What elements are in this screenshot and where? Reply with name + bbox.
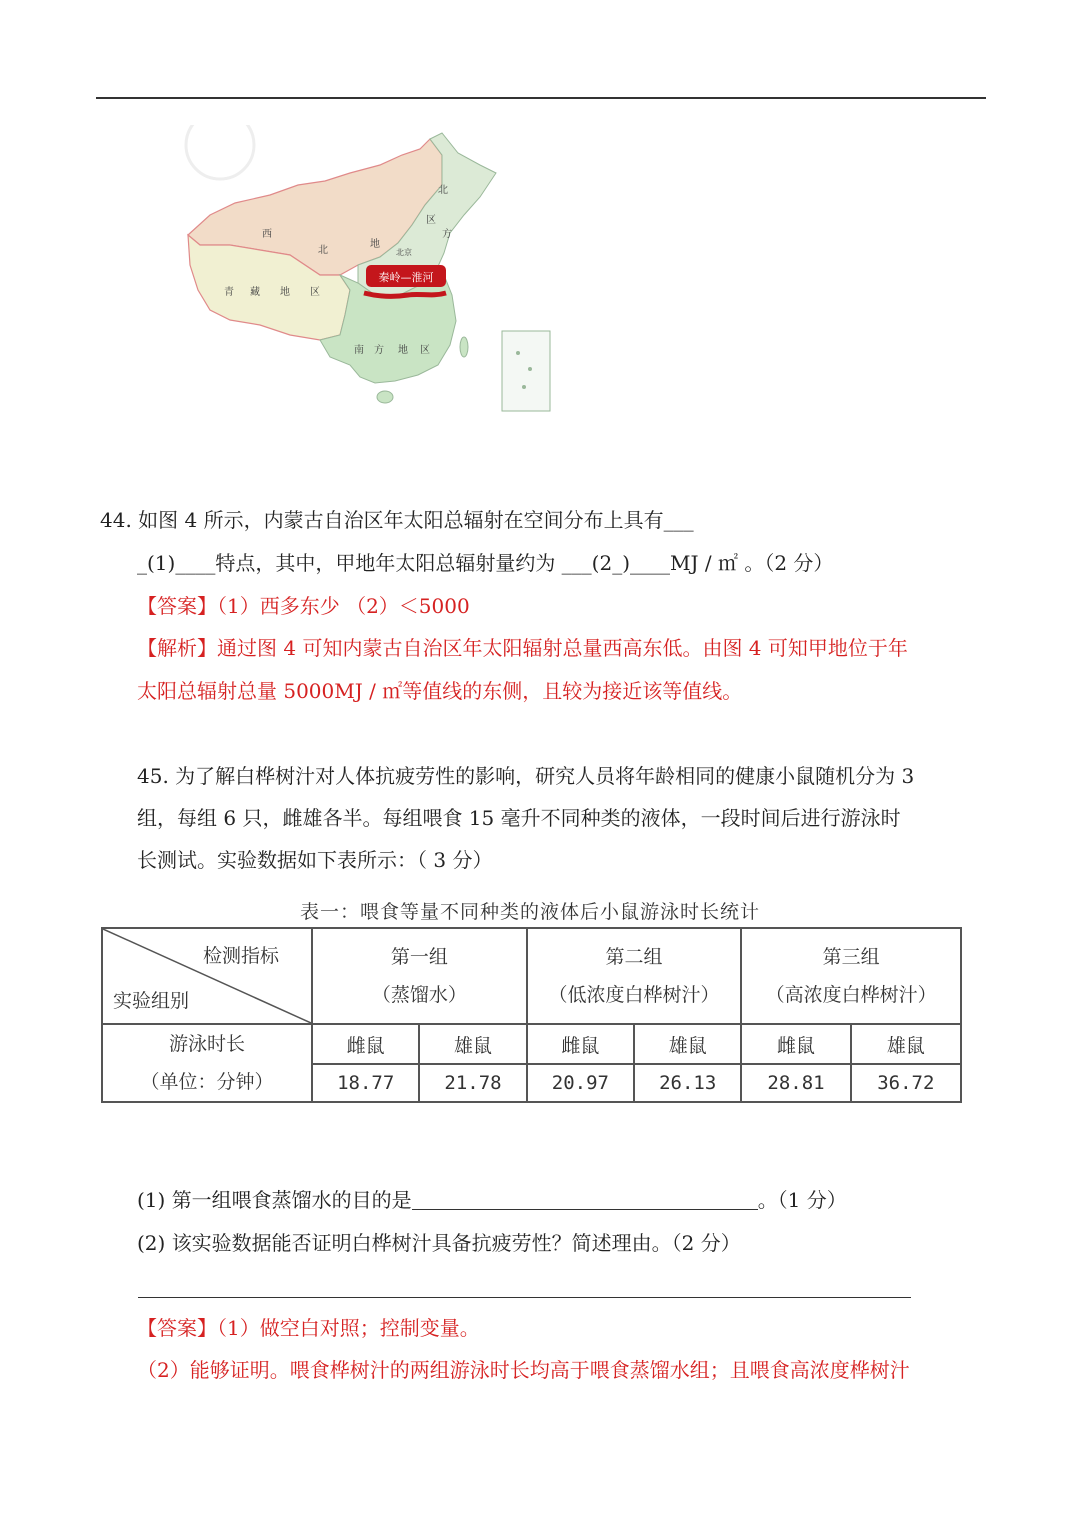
beijing-label: 北京 [396, 248, 412, 257]
row-label-1: 游泳时长 [168, 1033, 245, 1055]
nw-label-2: 北 [318, 245, 328, 256]
q44-line-2: _(1)____特点，其中，甲地年太阳总辐射量约为 ___(2_)____MJ / ㎡ 。（2 分） [137, 551, 834, 575]
q45-line-3: 长测试。实验数据如下表所示：（ 3 分） [137, 848, 493, 872]
q45-sub-1-prefix: (1) 第一组喂食蒸馏水的目的是 [137, 1188, 412, 1212]
qt-label-1: 青 [224, 287, 234, 298]
q44-line-1: 44. 如图 4 所示，内蒙古自治区年太阳总辐射在空间分布上具有___ [100, 508, 694, 532]
group-1-header [312, 928, 527, 1024]
north-label-3: 区 [426, 215, 436, 226]
corner-top-label: 检测指标 [202, 945, 279, 967]
qt-label-3: 地 [280, 287, 290, 298]
map-svg [180, 125, 560, 417]
sex-label-3: 雌鼠 [527, 1024, 634, 1064]
taiwan-island [460, 337, 468, 357]
answer-blank-1[interactable] [412, 1188, 758, 1210]
row-label-2: （单位：分钟） [140, 1071, 274, 1093]
q45-sub-1-suffix: 。（1 分） [757, 1188, 847, 1212]
group-1-sub: （蒸馏水） [371, 984, 467, 1006]
q44-answer: 【答案】（1）西多东少 （2）＜5000 [137, 594, 470, 618]
q45-line-1: 45. 为了解白桦树汁对人体抗疲劳性的影响，研究人员将年龄相同的健康小鼠随机分为 3 [137, 764, 915, 788]
answer-blank-2[interactable] [138, 1297, 911, 1298]
value-cell-2: 21.78 [419, 1064, 526, 1102]
sex-label-4: 雄鼠 [634, 1024, 741, 1064]
group-3-sub: （高浓度白桦树汁） [765, 984, 937, 1006]
north-label-1: 北 [438, 185, 448, 196]
qt-label-2: 藏 [250, 287, 260, 298]
faint-circle [186, 125, 254, 179]
south-label-4: 区 [420, 345, 430, 356]
group-3-name: 第三组 [822, 946, 880, 968]
row-label-cell [102, 1024, 312, 1102]
value-cell-5: 28.81 [741, 1064, 850, 1102]
q45-line-2: 组，每组 6 只，雌雄各半。每组喂食 15 毫升不同种类的液体，一段时间后进行游泳时 [137, 806, 901, 830]
q45-answer-1: 【答案】（1）做空白对照；控制变量。 [137, 1316, 480, 1340]
boundary-label: 秦岭—淮河 [378, 271, 434, 284]
value-cell-3: 20.97 [527, 1064, 634, 1102]
value-cell-6: 36.72 [851, 1064, 961, 1102]
sex-label-2: 雄鼠 [419, 1024, 526, 1064]
sex-label-6: 雄鼠 [851, 1024, 961, 1064]
nw-label-3: 地 [370, 239, 380, 250]
header-rule [96, 97, 986, 99]
sex-label-1: 雌鼠 [312, 1024, 419, 1064]
q45-answer-2: （2）能够证明。喂食桦树汁的两组游泳时长均高于喂食蒸馏水组；且喂食高浓度桦树汁 [137, 1358, 910, 1382]
value-cell-4: 26.13 [634, 1064, 741, 1102]
q44-analysis-1: 【解析】通过图 4 可知内蒙古自治区年太阳辐射总量西高东低。由图 4 可知甲地位于年 [137, 636, 908, 660]
q44-analysis-2: 太阳总辐射总量 5000MJ / ㎡等值线的东侧，且较为接近该等值线。 [137, 679, 743, 703]
qinling-huaihe-line [364, 293, 446, 296]
qt-label-4: 区 [310, 287, 320, 298]
sex-label-5: 雌鼠 [741, 1024, 850, 1064]
experiment-table [101, 927, 962, 1103]
south-label-2: 方 [374, 345, 384, 356]
nw-label-1: 西 [262, 229, 272, 240]
china-region-map [180, 125, 560, 417]
group-2-sub: （低浓度白桦树汁） [548, 984, 720, 1006]
table-caption: 表一：喂食等量不同种类的液体后小鼠游泳时长统计 [299, 901, 760, 923]
group-3-header [741, 928, 961, 1024]
south-label-1: 南 [354, 345, 364, 356]
group-1-name: 第一组 [390, 946, 448, 968]
q45-sub-1 [137, 1186, 847, 1214]
table-corner-cell [102, 928, 312, 1024]
q45-sub-2: (2) 该实验数据能否证明白桦树汁具备抗疲劳性？简述理由。（2 分） [137, 1231, 741, 1255]
group-2-name: 第二组 [605, 946, 663, 968]
south-label-3: 地 [398, 345, 408, 356]
hainan-island [377, 391, 393, 403]
corner-bottom-label: 实验组别 [113, 990, 190, 1012]
south-sea-inset [502, 331, 550, 411]
value-cell-1: 18.77 [312, 1064, 419, 1102]
north-label-2: 方 [442, 229, 452, 240]
group-2-header [527, 928, 742, 1024]
